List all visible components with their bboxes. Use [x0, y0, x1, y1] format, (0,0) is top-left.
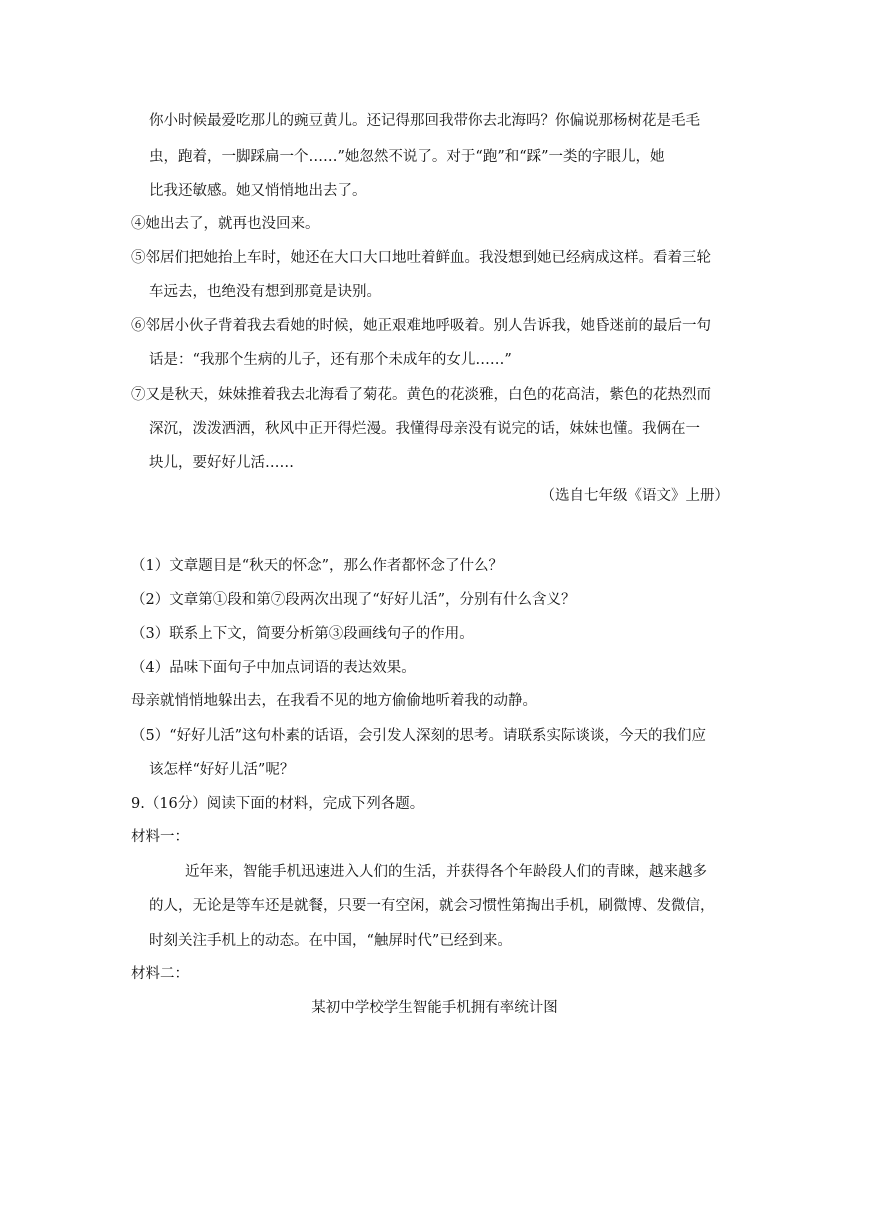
- passage-p6-line-1: ⑥邻居小伙子背着我去看她的时候，她正艰难地呼吸着。别人告诉我，她昏迷前的最后一句: [131, 318, 711, 334]
- material-1-label: 材料一：: [131, 829, 189, 845]
- passage-p6-line-2: 话是：“我那个生病的儿子，还有那个未成年的女儿……”: [149, 352, 512, 368]
- material-2-label: 材料二：: [131, 966, 189, 982]
- passage-p3-line-2: 虫，跑着，一脚踩扁一个……”她忽然不说了。对于“跑”和“踩”一类的字眼儿，她: [149, 149, 665, 165]
- question-3: （3）联系上下文，简要分析第③段画线句子的作用。: [131, 626, 474, 642]
- passage-p7-line-3: 块儿，要好好儿活……: [149, 455, 294, 471]
- question-4: （4）品味下面句子中加点词语的表达效果。: [131, 660, 416, 676]
- question-1: （1）文章题目是“秋天的怀念”，那么作者都怀念了什么？: [131, 558, 504, 574]
- question-2: （2）文章第①段和第⑦段两次出现了“好好儿活”，分别有什么含义？: [131, 592, 576, 608]
- question-9-header: 9.（16分）阅读下面的材料，完成下列各题。: [131, 796, 425, 812]
- passage-p7-line-1: ⑦又是秋天，妹妹推着我去北海看了菊花。黄色的花淡雅，白色的花高洁，紫色的花热烈而: [131, 387, 711, 403]
- passage-p5-line-2: 车远去，也绝没有想到那竟是诀别。: [149, 284, 381, 300]
- chart-title: 某初中学校学生智能手机拥有率统计图: [311, 1000, 558, 1016]
- passage-source: （选自七年级《语文》上册）: [540, 488, 729, 504]
- passage-p3-line-1: 你小时候最爱吃那儿的豌豆黄儿。还记得那回我带你去北海吗？你偏说那杨树花是毛毛: [149, 113, 700, 129]
- material-1-line-1: 近年来，智能手机迅速进入人们的生活，并获得各个年龄段人们的青睐，越来越多: [185, 864, 707, 880]
- material-1-line-3: 时刻关注手机上的动态。在中国，“触屏时代”已经到来。: [149, 933, 512, 949]
- passage-p7-line-2: 深沉，泼泼洒洒，秋风中正开得烂漫。我懂得母亲没有说完的话，妹妹也懂。我俩在一: [149, 421, 700, 437]
- material-1-line-2: 的人，无论是等车还是就餐，只要一有空闲，就会习惯性第掏出手机，刷微博、发微信，: [149, 898, 715, 914]
- question-5-line-1: （5）“好好儿活”这句朴素的话语，会引发人深刻的思考。请联系实际谈谈，今天的我们应: [131, 728, 707, 744]
- question-5-line-2: 该怎样“好好儿活”呢？: [149, 762, 295, 778]
- passage-p5-line-1: ⑤邻居们把她抬上车时，她还在大口大口地吐着鲜血。我没想到她已经病成这样。看着三轮: [131, 250, 711, 266]
- question-4-sentence: 母亲就悄悄地躲出去，在我看不见的地方偷偷地听着我的动静。: [131, 693, 537, 709]
- passage-p3-line-3: 比我还敏感。她又悄悄地出去了。: [149, 183, 367, 199]
- passage-p4-line-1: ④她出去了，就再也没回来。: [131, 216, 320, 232]
